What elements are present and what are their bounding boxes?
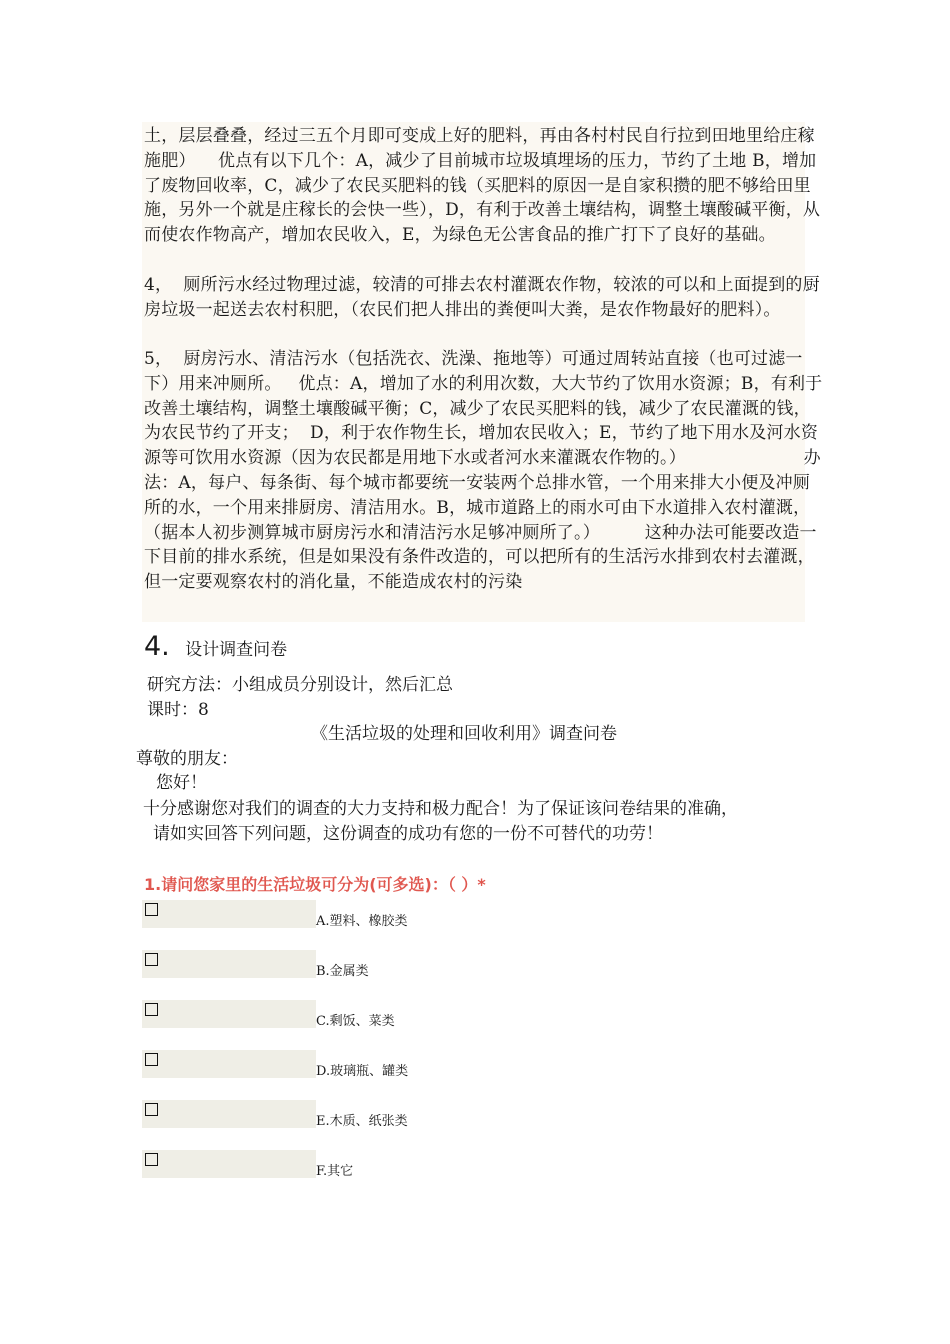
option-background	[142, 1150, 316, 1178]
question-1-title: 1.请问您家里的生活垃圾可分为(可多选)：（ ）*	[144, 875, 486, 894]
greeting: 您好！	[156, 773, 207, 793]
option-background	[142, 950, 316, 978]
option-label: F.其它	[316, 1164, 354, 1179]
option-background	[142, 1000, 316, 1028]
checkbox-icon[interactable]	[145, 1153, 158, 1166]
option-label: A.塑料、橡胶类	[316, 914, 408, 929]
checkbox-icon[interactable]	[145, 1053, 158, 1066]
option-label: E.木质、纸张类	[316, 1114, 408, 1129]
intro-line-1: 十分感谢您对我们的调查的大力支持和极力配合！为了保证该问卷结果的准确，	[143, 799, 738, 819]
paragraph-toilet-sewage: 4， 厕所污水经过物理过滤，较清的可排去农村灌溉农作物，较浓的可以和上面提到的厨房垃圾一起送去农村积肥，（农民们把人排出的粪便叫大粪，是农作物最好的肥料）。	[144, 275, 820, 320]
option-label: C.剩饭、菜类	[316, 1014, 395, 1029]
option-background	[142, 1100, 316, 1128]
option-label: B.金属类	[316, 964, 369, 979]
option-background	[142, 900, 316, 928]
option-label: D.玻璃瓶、罐类	[316, 1064, 409, 1079]
intro-line-2: 请如实回答下列问题，这份调查的成功有您的一份不可替代的功劳！	[153, 824, 663, 844]
option-a[interactable]	[142, 900, 442, 928]
section-number: 4.	[144, 631, 170, 662]
option-b[interactable]	[142, 950, 442, 978]
checkbox-icon[interactable]	[145, 1003, 158, 1016]
salutation: 尊敬的朋友：	[136, 749, 238, 769]
class-hours: 课时：8	[147, 700, 209, 720]
paragraph-compost: 土，层层叠叠，经过三五个月即可变成上好的肥料，再由各村村民自行拉到田地里给庄稼施肥） 优点有以下几个：A，减少了目前城市垃圾填埋场的压力，节约了土地 B，增加了废物回收率，C，减少了农民买肥料的钱（买肥料的原因一是自家积攒的肥不够给田里施，另外一个就是庄稼长的会快一些），D，有利于改善土壤结构，调整土壤酸碱平衡，从而使农作物高产，增加农民收入，E，为绿色无公害食品的推广打下了良好的基础。	[144, 126, 821, 246]
option-background	[142, 1050, 316, 1078]
option-e[interactable]	[142, 1100, 442, 1128]
checkbox-icon[interactable]	[145, 1103, 158, 1116]
research-method: 研究方法：小组成员分别设计，然后汇总	[147, 675, 453, 695]
paragraph-kitchen-sewage: 5， 厨房污水、清洁污水（包括洗衣、洗澡、拖地等）可通过周转站直接（也可过滤一下）用来冲厕所。 优点：A，增加了水的利用次数，大大节约了饮用水资源；B，有利于改善土壤结构，调整土壤酸碱平衡；C，减少了农民买肥料的钱，减少了农民灌溉的钱，为农民节约了开支； D，利于农作物生长，增加农民收入；E，节约了地下用水及河水资源等可饮用水资源（因为农民都是用地下水或者河水来灌溉农作物的。） 办法：A，每户、每条街、每个城市都要统一安装两个总排水管，一个用来排大小便及冲厕所的水，一个用来排厨房、清洁用水。B，城市道路上的雨水可由下水道排入农村灌溉，（据本人初步测算城市厨房污水和清洁污水足够冲厕所了。） 这种办法可能要改造一下目前的排水系统，但是如果没有条件改造的，可以把所有的生活污水排到农村去灌溉，但一定要观察农村的消化量，不能造成农村的污染	[144, 349, 823, 593]
checkbox-icon[interactable]	[145, 953, 158, 966]
section-title: 设计调查问卷	[185, 640, 288, 660]
option-c[interactable]	[142, 1000, 442, 1028]
option-d[interactable]	[142, 1050, 442, 1078]
survey-title: 《生活垃圾的处理和回收利用》调查问卷	[311, 724, 617, 744]
option-f[interactable]	[142, 1150, 442, 1178]
section-heading	[144, 632, 287, 665]
checkbox-icon[interactable]	[145, 903, 158, 916]
